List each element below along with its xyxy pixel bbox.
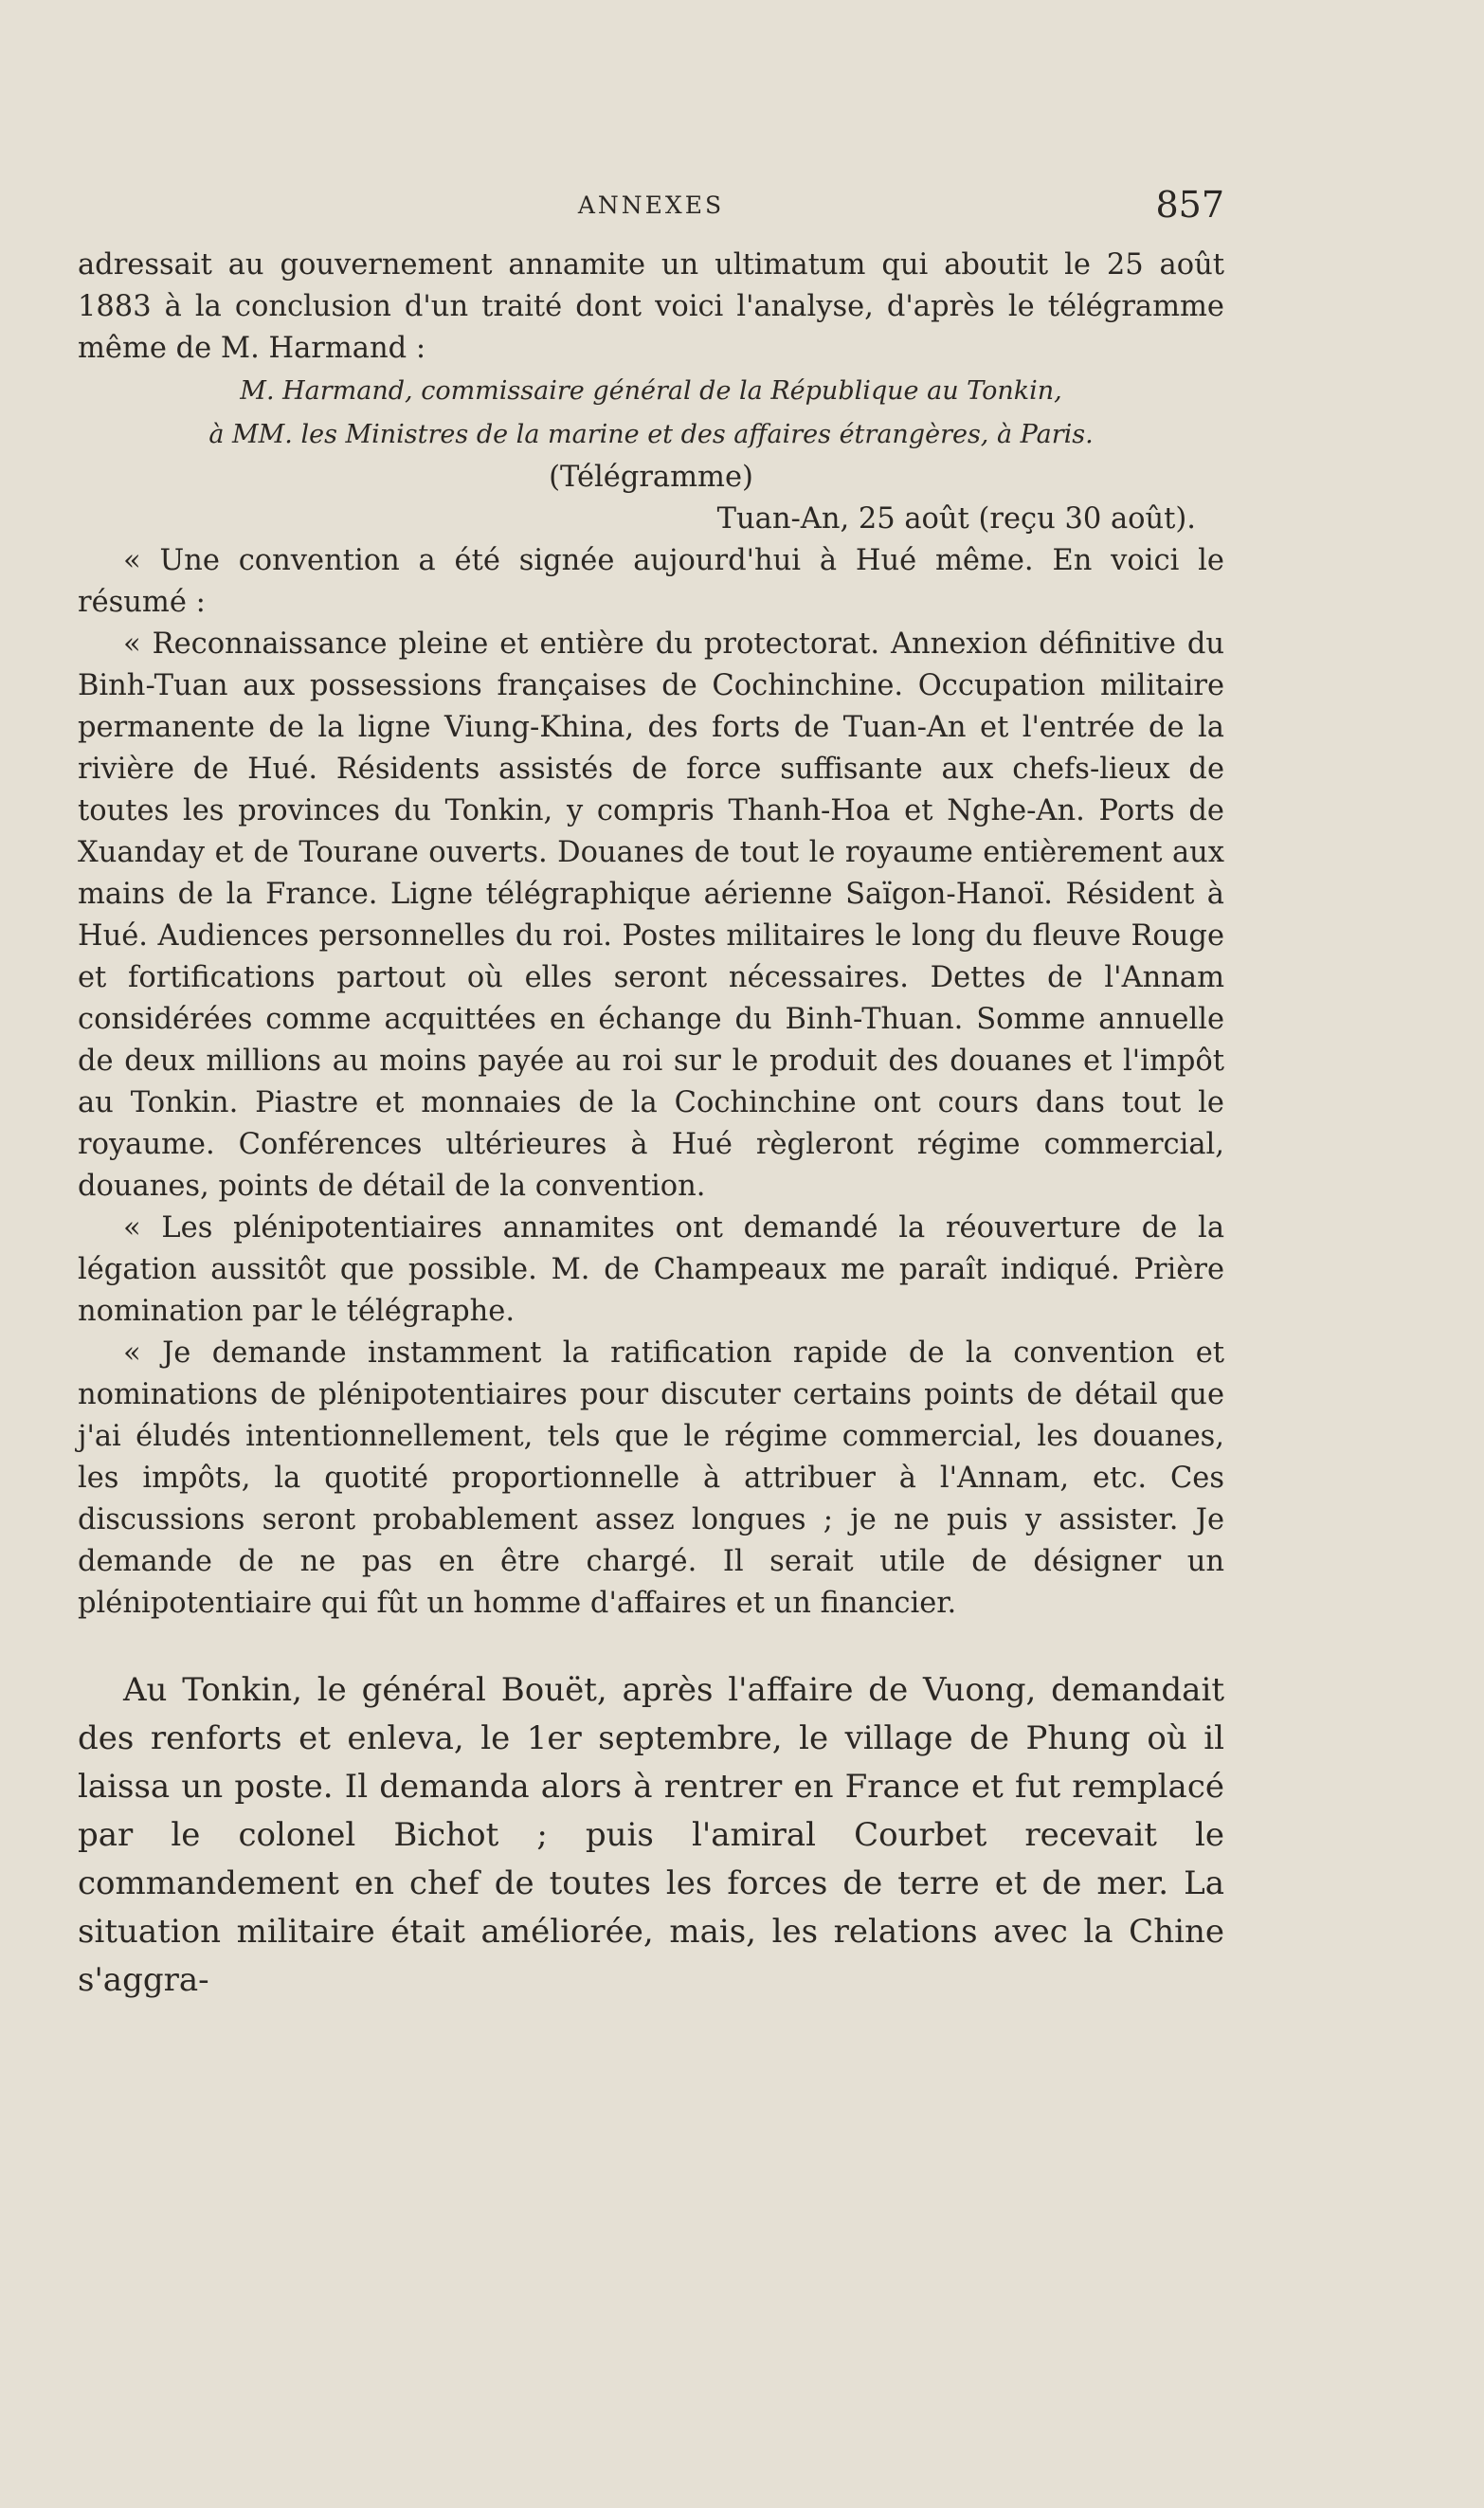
telegram-paragraph: « Une convention a été signée aujourd'hui à Hué même. En voici le résumé :	[78, 544, 1224, 619]
section-gap	[78, 1625, 1224, 1666]
telegram-place-date: Tuan-An, 25 août (reçu 30 août).	[716, 502, 1196, 536]
telegram-label: (Télégramme)	[549, 461, 753, 494]
running-header	[78, 186, 1224, 224]
running-title: ANNEXES	[577, 191, 725, 219]
narrative-paragraph: Au Tonkin, le général Bouët, après l'affaire de Vuong, demandait des renforts et enleva, le 1er septembre, le village de Phung où il laissa un poste. Il demanda alors à rentrer en France et fut remplacé par le colonel Bichot ; puis l'amiral Courbet recevait le commandement en chef de toutes les forces de terre et de mer. La situation militaire était améliorée, mais, les relations avec la Chine s'aggra-	[78, 1671, 1224, 1999]
telegram-heading-line-1: M. Harmand, commissaire général de la République au Tonkin,	[240, 376, 1062, 406]
page-body	[78, 245, 1224, 2005]
page-number: 857	[1155, 184, 1224, 226]
telegram-paragraph: « Je demande instamment la ratification rapide de la convention et nominations de plénipotentiaires pour discuter certains points de détail que j'ai éludés intentionnellement, tels que le régime commercial, les douanes, les impôts, la quotité proportionnelle à attribuer à l'Annam, etc. Ces discussions seront probablement assez longues ; je ne puis y assister. Je demande de ne pas en être chargé. Il serait utile de désigner un plénipotentiaire qui fût un homme d'affaires et un financier.	[78, 1336, 1224, 1620]
telegram-heading-line-2: à MM. les Ministres de la marine et des affaires étrangères, à Paris.	[208, 420, 1094, 449]
telegram-paragraph: « Reconnaissance pleine et entière du protectorat. Annexion définitive du Binh-Tuan aux possessions françaises de Cochinchine. Occupation militaire permanente de la ligne Viung-Khina, des forts de Tuan-An et l'entrée de la rivière de Hué. Résidents assistés de force suffisante aux chefs-lieux de toutes les provinces du Tonkin, y compris Thanh-Hoa et Nghe-An. Ports de Xuanday et de Tourane ouverts. Douanes de tout le royaume entièrement aux mains de la France. Ligne télégraphique aérienne Saïgon-Hanoï. Résident à Hué. Audiences personnelles du roi. Postes militaires le long du fleuve Rouge et fortifications partout où elles seront nécessaires. Dettes de l'Annam considérées comme acquittées en échange du Binh-Thuan. Somme annuelle de deux millions au moins payée au roi sur le produit des douanes et l'impôt au Tonkin. Piastre et monnaies de la Cochinchine ont cours dans tout le royaume. Conférences ultérieures à Hué règleront régime commercial, douanes, points de détail de la convention.	[78, 627, 1224, 1203]
telegram-paragraph: « Les plénipotentiaires annamites ont demandé la réouverture de la légation aussitôt que possible. M. de Champeaux me paraît indiqué. Prière nomination par le télégraphe.	[78, 1211, 1224, 1328]
intro-paragraph: adressait au gouvernement annamite un ultimatum qui aboutit le 25 août 1883 à la conclusion d'un traité dont voici l'analyse, d'après le télégramme même de M. Harmand :	[78, 248, 1224, 365]
